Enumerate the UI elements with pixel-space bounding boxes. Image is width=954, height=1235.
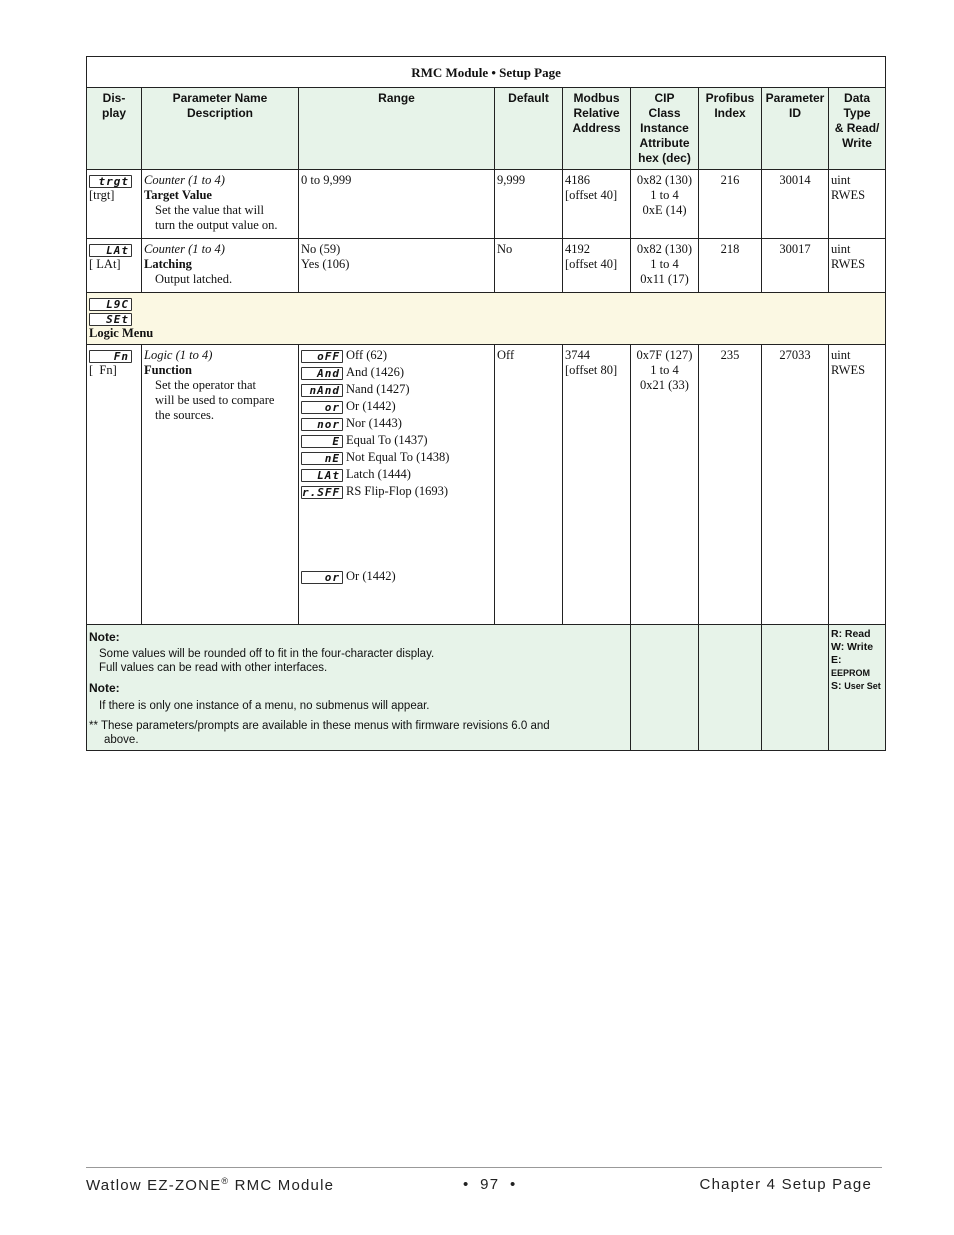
option-item xyxy=(301,382,492,399)
menu-scope: Counter (1 to 4) xyxy=(144,173,225,187)
setup-parameter-table xyxy=(86,56,886,751)
option-item xyxy=(301,433,492,450)
note-heading: Note: xyxy=(89,681,120,695)
parameter-description: Set the operator that will be used to compare the sources. xyxy=(155,378,275,422)
display-cell xyxy=(87,345,142,625)
profibus-cell: 218 xyxy=(699,239,762,293)
profibus-cell: 216 xyxy=(699,170,762,239)
parameter-id-cell: 27033 xyxy=(762,345,829,625)
option-label: RS Flip-Flop (1693) xyxy=(346,484,449,498)
parameter-id-cell: 30014 xyxy=(762,170,829,239)
option-item xyxy=(301,484,492,501)
lcd-display: And xyxy=(301,367,343,380)
table-row xyxy=(87,170,886,239)
lcd-display: nor xyxy=(301,418,343,431)
data-type-cell: uint RWES xyxy=(829,345,886,625)
option-label: Or (1442) xyxy=(346,399,396,413)
range-cell xyxy=(299,345,495,625)
option-item xyxy=(301,348,492,365)
note-heading: Note: xyxy=(89,630,120,644)
option-label: And (1426) xyxy=(346,365,404,379)
footer-chapter: Chapter 4 Setup Page xyxy=(699,1176,872,1193)
empty-cell xyxy=(631,625,699,751)
lcd-display: oFF xyxy=(301,350,343,363)
header-row xyxy=(87,88,886,170)
option-item xyxy=(301,399,492,416)
modbus-cell: 4192 [offset 40] xyxy=(563,239,631,293)
notes-cell xyxy=(87,625,631,751)
header-cip: CIP Class Instance Attribute hex (dec) xyxy=(631,88,699,170)
default-cell: No xyxy=(495,239,563,293)
rw-legend xyxy=(829,625,886,751)
lcd-display: Fn xyxy=(89,350,132,363)
default-cell: 9,999 xyxy=(495,170,563,239)
lcd-display: nE xyxy=(301,452,343,465)
modbus-cell: 3744 [offset 80] xyxy=(563,345,631,625)
option-list xyxy=(301,348,492,501)
display-cell xyxy=(87,170,142,239)
default-cell: Off xyxy=(495,345,563,625)
profibus-cell: 235 xyxy=(699,345,762,625)
data-type-cell: uint RWES xyxy=(829,170,886,239)
parameter-description: Output latched. xyxy=(155,272,233,286)
table-title: RMC Module • Setup Page xyxy=(87,57,886,88)
lcd-display: trgt xyxy=(89,175,132,188)
note-text: Some values will be rounded off to fit in the four-character display. Full values can be read with other interfaces. xyxy=(99,648,435,674)
page-number: • 97 • xyxy=(463,1176,517,1193)
option-label: Latch (1444) xyxy=(346,467,411,481)
note-text: If there is only one instance of a menu, no submenus will appear. xyxy=(99,700,430,712)
header-parameter-id: Parameter ID xyxy=(762,88,829,170)
footer-product: Watlow EZ-ZONE® RMC Module xyxy=(86,1176,335,1194)
menu-section-row xyxy=(87,293,886,345)
empty-cell xyxy=(762,625,829,751)
header-profibus: Profibus Index xyxy=(699,88,762,170)
option-item xyxy=(301,365,492,382)
legend-item: S: User Set xyxy=(831,680,881,692)
range-cell: No (59) Yes (106) xyxy=(299,239,495,293)
footer-divider xyxy=(86,1167,882,1168)
option-label: Off (62) xyxy=(346,348,388,362)
notes-row xyxy=(87,625,886,751)
lcd-display: or xyxy=(301,571,343,584)
display-text: [ Fn] xyxy=(89,363,117,377)
header-parameter-name: Parameter Name Description xyxy=(142,88,299,170)
menu-label: Logic Menu xyxy=(89,326,154,340)
header-default: Default xyxy=(495,88,563,170)
menu-scope: Counter (1 to 4) xyxy=(144,242,225,256)
legend-item: W: Write xyxy=(831,641,874,653)
option-label: Equal To (1437) xyxy=(346,433,428,447)
display-cell xyxy=(87,239,142,293)
table-row xyxy=(87,239,886,293)
parameter-name: Latching xyxy=(144,257,192,271)
parameter-name: Target Value xyxy=(144,188,212,202)
lcd-display: L9C xyxy=(89,298,132,311)
header-data-type: Data Type & Read/ Write xyxy=(829,88,886,170)
parameter-name: Function xyxy=(144,363,192,377)
cip-cell: 0x7F (127) 1 to 4 0x21 (33) xyxy=(631,345,699,625)
lcd-display: LAt xyxy=(301,469,343,482)
option-label: Not Equal To (1438) xyxy=(346,450,450,464)
table-row xyxy=(87,345,886,625)
data-type-cell: uint RWES xyxy=(829,239,886,293)
description-cell xyxy=(142,345,299,625)
option-label: Or (1442) xyxy=(346,569,396,583)
lcd-display: SEt xyxy=(89,313,132,326)
option-item xyxy=(301,467,492,484)
header-modbus: Modbus Relative Address xyxy=(563,88,631,170)
legend-item: R: Read xyxy=(831,628,871,640)
menu-scope: Logic (1 to 4) xyxy=(144,348,213,362)
note-text: ** These parameters/prompts are available in these menus with firmware revisions 6.0 and above. xyxy=(89,720,550,746)
header-range: Range xyxy=(299,88,495,170)
description-cell xyxy=(142,170,299,239)
parameter-description: Set the value that will turn the output value on. xyxy=(155,203,278,232)
display-text: [ LAt] xyxy=(89,257,121,271)
lcd-display: E xyxy=(301,435,343,448)
cip-cell: 0x82 (130) 1 to 4 0x11 (17) xyxy=(631,239,699,293)
logic-menu-cell xyxy=(87,293,886,345)
option-label: Nand (1427) xyxy=(346,382,410,396)
lcd-display: nAnd xyxy=(301,384,343,397)
option-item xyxy=(301,450,492,467)
option-item xyxy=(301,416,492,433)
modbus-cell: 4186 [offset 40] xyxy=(563,170,631,239)
lcd-display: r.SFF xyxy=(301,486,343,499)
display-text: [trgt] xyxy=(89,188,115,202)
description-cell xyxy=(142,239,299,293)
parameter-id-cell: 30017 xyxy=(762,239,829,293)
header-display: Dis- play xyxy=(87,88,142,170)
empty-cell xyxy=(699,625,762,751)
option-label: Nor (1443) xyxy=(346,416,402,430)
range-cell: 0 to 9,999 xyxy=(299,170,495,239)
cip-cell: 0x82 (130) 1 to 4 0xE (14) xyxy=(631,170,699,239)
legend-item: E: EEPROM xyxy=(831,654,871,678)
option-item xyxy=(301,569,492,586)
lcd-display: or xyxy=(301,401,343,414)
lcd-display: LAt xyxy=(89,244,132,257)
